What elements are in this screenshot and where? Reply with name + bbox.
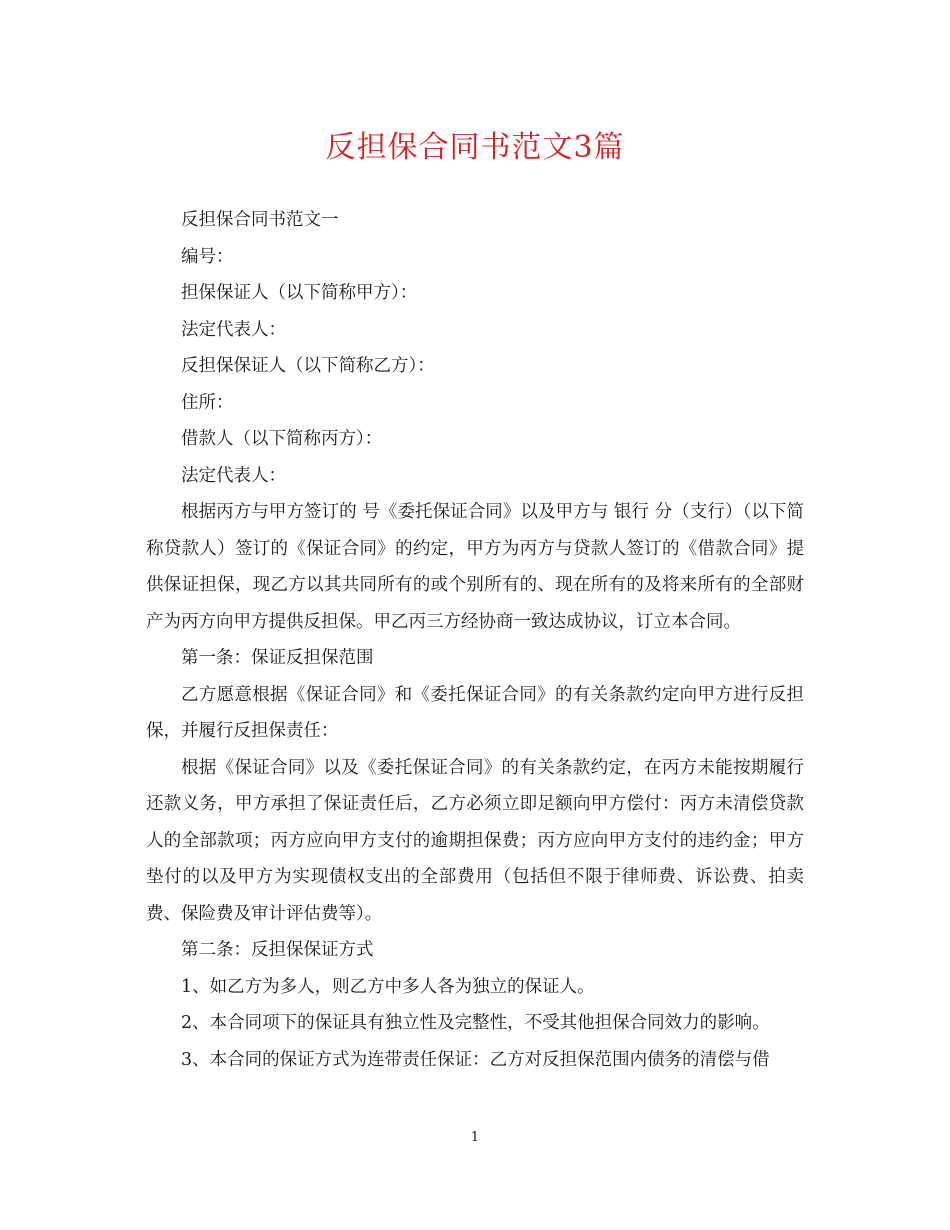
paragraph: 乙方愿意根据《保证合同》和《委托保证合同》的有关条款约定向甲方进行反担保，并履行反担保责任：: [146, 684, 804, 741]
paragraph: 编号：: [181, 246, 234, 267]
page-number: 1: [470, 1130, 480, 1145]
paragraph: 借款人（以下简称丙方）：: [181, 429, 383, 449]
paragraph: 1、如乙方为多人，则乙方中多人各为独立的保证人。: [181, 976, 595, 997]
paragraph: 反担保保证人（以下简称乙方）：: [181, 356, 435, 376]
paragraph: 法定代表人：: [181, 319, 286, 340]
paragraph: 第二条：反担保保证方式: [181, 940, 374, 960]
document-title: 反担保合同书范文3篇: [325, 130, 625, 165]
paragraph: 2、本合同项下的保证具有独立性及完整性，不受其他担保合同效力的影响。: [181, 1013, 770, 1033]
paragraph: 3、本合同的保证方式为连带责任保证：乙方对反担保范围内债务的清偿与借: [181, 1049, 770, 1070]
document-body: [146, 202, 804, 1078]
paragraph: 担保保证人（以下简称甲方）：: [181, 283, 418, 303]
paragraph: 住所：: [181, 392, 234, 413]
paragraph: 反担保合同书范文一: [181, 210, 339, 230]
paragraph: 根据丙方与甲方签订的 号《委托保证合同》以及甲方与 银行 分（支行）（以下简称贷款人）签订的《保证合同》的约定，甲方为丙方与贷款人签订的《借款合同》提供保证担保，现乙方以其共同所有的或个别所有的、现在所有的及将来所有的全部财产为丙方向甲方提供反担保。甲乙丙三方经协商一致达成协议，订立本合同。: [146, 502, 804, 632]
paragraph: 根据《保证合同》以及《委托保证合同》的有关条款约定，在丙方未能按期履行还款义务，甲方承担了保证责任后，乙方必须立即足额向甲方偿付：丙方未清偿贷款人的全部款项；丙方应向甲方支付的逾期担保费；丙方应向甲方支付的违约金；甲方垫付的以及甲方为实现债权支出的全部费用（包括但不限于律师费、诉讼费、拍卖费、保险费及审计评估费等）。: [146, 757, 804, 924]
paragraph: 第一条：保证反担保范围: [181, 648, 374, 668]
paragraph: 法定代表人：: [181, 465, 286, 486]
